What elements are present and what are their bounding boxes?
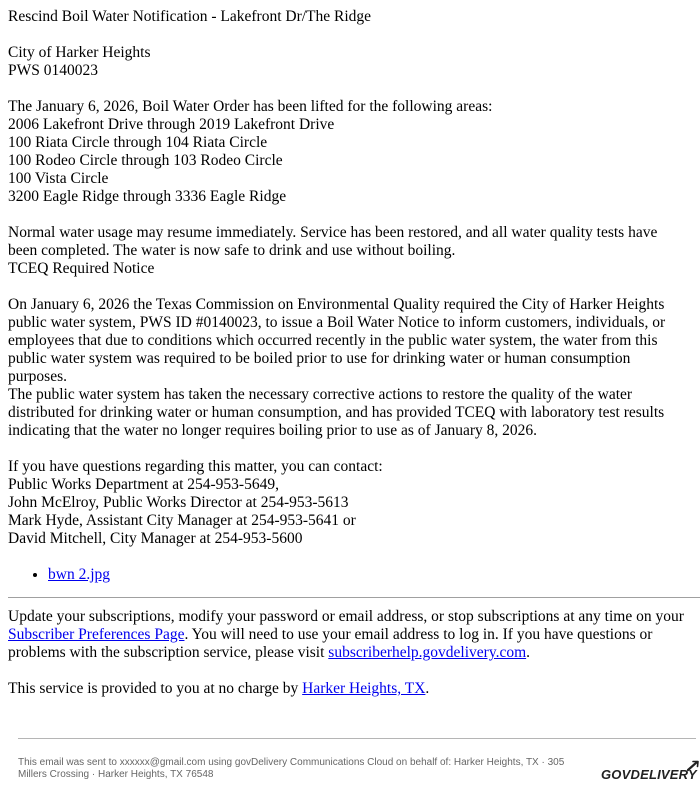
service-notice bbox=[8, 680, 700, 698]
area-item: 100 Vista Circle bbox=[8, 170, 109, 187]
harker-heights-link[interactable]: Harker Heights, TX bbox=[302, 680, 426, 697]
contact-item: John McElroy, Public Works Director at 254-953-5613 bbox=[8, 494, 349, 511]
contact-item: David Mitchell, City Manager at 254-953-5600 bbox=[8, 530, 303, 547]
order-intro: The January 6, 2026, Boil Water Order has been lifted for the following areas: bbox=[8, 98, 493, 115]
footer-divider bbox=[8, 597, 700, 598]
govdelivery-logo[interactable] bbox=[601, 760, 700, 786]
legal-footer-text: This email was sent to xxxxxx@gmail.com using govDelivery Communications Cloud on behalf of: Harker Heights, TX · 305 Millers Crossing · Harker Heights, TX 76548 bbox=[18, 757, 565, 780]
normal-usage-line-1: Normal water usage may resume immediately. Service has been restored, and all water quality tests have bbox=[8, 224, 658, 241]
contact-intro: If you have questions regarding this matter, you can contact: bbox=[8, 458, 383, 475]
legal-divider bbox=[18, 738, 696, 739]
subscriber-help-link[interactable]: subscriberhelp.govdelivery.com bbox=[328, 644, 527, 661]
tceq-paragraph-1: On January 6, 2026 the Texas Commission on Environmental Quality required the City of Harker Heights public water system, PWS ID #0140023, to issue a Boil Water Notice to inform customers, individuals, or employees that due to conditions which occurred recently in the public water system, the water from this public water system was required to be boiled prior to use for drinking water or human consumption purposes. bbox=[8, 296, 666, 385]
attachment-link[interactable]: bwn 2.jpg bbox=[48, 566, 110, 583]
subscription-text-1: Update your subscriptions, modify your password or email address, or stop subscriptions at any time on your bbox=[8, 608, 684, 625]
contact-item: Public Works Department at 254-953-5649, bbox=[8, 476, 279, 493]
subscription-text-3: . bbox=[526, 644, 531, 661]
area-item: 100 Riata Circle through 104 Riata Circle bbox=[8, 134, 268, 151]
brand-name: GOVDELIVERY bbox=[601, 767, 697, 782]
area-item: 100 Rodeo Circle through 103 Rodeo Circle bbox=[8, 152, 283, 169]
org-name: City of Harker Heights bbox=[8, 44, 151, 61]
contact-item: Mark Hyde, Assistant City Manager at 254-953-5641 or bbox=[8, 512, 356, 529]
govdelivery-swoosh-icon bbox=[687, 760, 699, 772]
subscription-text-2: . You will need to use your email address to log in. If you have questions or problems with the subscription service, please visit bbox=[8, 626, 653, 661]
subscription-footer bbox=[8, 608, 700, 698]
subscription-notice bbox=[8, 608, 700, 662]
email-body bbox=[8, 8, 700, 584]
tceq-heading: TCEQ Required Notice bbox=[8, 260, 155, 277]
service-text: This service is provided to you at no charge by bbox=[8, 680, 303, 697]
subscriber-preferences-link[interactable]: Subscriber Preferences Page bbox=[8, 626, 185, 643]
attachment-item bbox=[48, 566, 700, 584]
email-subject: Rescind Boil Water Notification - Lakefront Dr/The Ridge bbox=[8, 8, 372, 25]
area-item: 3200 Eagle Ridge through 3336 Eagle Ridge bbox=[8, 188, 287, 205]
tceq-paragraph-2: The public water system has taken the necessary corrective actions to restore the quality of the water distributed for drinking water or human consumption, and has provided TCEQ with laboratory test results indicating that the water no longer requires boiling prior to use as of January 8, 2026. bbox=[8, 386, 665, 439]
attachment-list bbox=[8, 566, 700, 584]
normal-usage-line-2: been completed. The water is now safe to drink and use without boiling. bbox=[8, 242, 456, 259]
service-end: . bbox=[425, 680, 430, 697]
area-item: 2006 Lakefront Drive through 2019 Lakefront Drive bbox=[8, 116, 335, 133]
pws-id: PWS 0140023 bbox=[8, 62, 98, 79]
